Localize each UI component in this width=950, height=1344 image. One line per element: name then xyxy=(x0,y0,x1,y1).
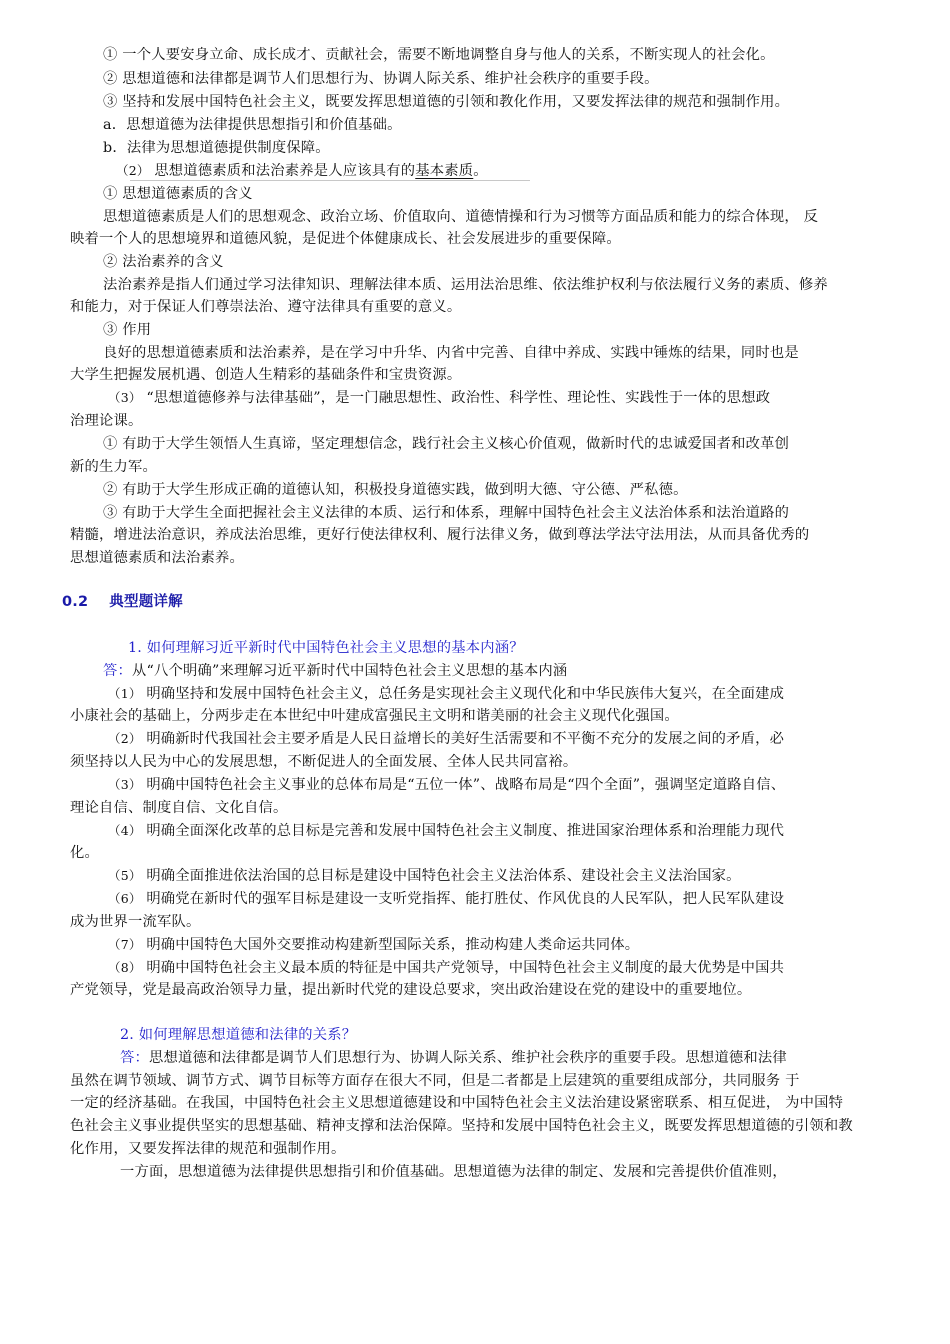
section-title: 典型题详解 xyxy=(109,594,183,610)
item-text: 明确全面深化改革的总目标是完善和发展中国特色社会主义制度、推进国家治理体系和治理能力现代 xyxy=(146,823,785,839)
item-number: （5） xyxy=(108,868,142,883)
underlined-term: 基本素质 xyxy=(415,163,474,179)
text-line: 思想道德素质和法治素养。 xyxy=(70,550,244,566)
answer-1-intro xyxy=(103,660,567,682)
text-line: b．法律为思想道德提供制度保障。 xyxy=(103,140,330,156)
subsection-number: （3） xyxy=(108,390,142,405)
section-heading xyxy=(62,591,183,613)
text-line: ① 有助于大学生领悟人生真谛，坚定理想信念，践行社会主义核心价值观，做新时代的忠诚爱国者和改革创 xyxy=(103,436,790,452)
item-text: 明确中国特色社会主义事业的总体布局是“五位一体”、战略布局是“四个全面”，强调坚定道路自信、 xyxy=(146,777,786,793)
text-line: 大学生把握发展机遇、创造人生精彩的基础条件和宝贵资源。 xyxy=(70,367,462,383)
list-item xyxy=(108,865,741,887)
text-fragment: “思想道德修养与法律基础”，是一门融思想性、政治性、科学性、理论性、实践性于一体的思想政 xyxy=(146,390,771,406)
text-line: 色社会主义事业提供坚实的思想基础、精神支撑和法治保障。坚持和发展中国特色社会主义，既要发挥思想道德的引领和教 xyxy=(70,1118,853,1134)
text-line: 法治素养是指人们通过学习法律知识、理解法律本质、运用法治思维、依法维护权利与依法履行义务的素质、修养 xyxy=(103,277,828,293)
text-line: ① 思想道德素质的含义 xyxy=(103,186,253,202)
list-item xyxy=(108,820,784,842)
list-item-continuation: 小康社会的基础上，分两步走在本世纪中叶建成富强民主文明和谐美丽的社会主义现代化强国。 xyxy=(70,708,679,724)
text-line: 治理论课。 xyxy=(70,413,143,429)
text-line: 虽然在调节领域、调节方式、调节目标等方面存在很大不同，但是二者都是上层建筑的重要组成部分，共同服务 于 xyxy=(70,1073,800,1089)
item-text: 明确全面推进依法治国的总目标是建设中国特色社会主义法治体系、建设社会主义法治国家。 xyxy=(146,868,741,884)
item-text: 明确党在新时代的强军目标是建设一支听党指挥、能打胜仗、作风优良的人民军队，把人民军队建设 xyxy=(146,891,785,907)
divider-line xyxy=(130,180,530,181)
text-line: a．思想道德为法律提供思想指引和价值基础。 xyxy=(103,117,402,133)
question-1: 1. 如何理解习近平新时代中国特色社会主义思想的基本内涵？ xyxy=(128,640,524,656)
item-text: 明确中国特色大国外交要推动构建新型国际关系，推动构建人类命运共同体。 xyxy=(146,937,640,953)
text-line: 良好的思想道德素质和法治素养，是在学习中升华、内省中完善、自律中养成、实践中锤炼的结果，同时也是 xyxy=(103,345,799,361)
item-text: 明确坚持和发展中国特色社会主义，总任务是实现社会主义现代化和中华民族伟大复兴，在全面建成 xyxy=(146,686,785,702)
item-text: 明确新时代我国社会主要矛盾是人民日益增长的美好生活需要和不平衡不充分的发展之间的矛盾，必 xyxy=(146,731,785,747)
list-item xyxy=(108,774,785,796)
list-item-continuation: 产党领导，党是最高政治领导力量，提出新时代党的建设总要求，突出政治建设在党的建设中的重要地位。 xyxy=(70,982,752,998)
list-item xyxy=(108,888,784,910)
text-line: 映着一个人的思想境界和道德风貌，是促进个体健康成长、社会发展进步的重要保障。 xyxy=(70,231,621,247)
question-2: 2. 如何理解思想道德和法律的关系？ xyxy=(120,1027,357,1043)
list-item xyxy=(108,683,784,705)
item-number: （8） xyxy=(108,960,142,975)
list-item xyxy=(108,728,784,750)
list-item-continuation: 化。 xyxy=(70,845,99,861)
item-number: （1） xyxy=(108,686,142,701)
text-line: 一定的经济基础。在我国，中国特色社会主义思想道德建设和中国特色社会主义法治建设紧密联系、相互促进， 为中国特 xyxy=(70,1095,844,1111)
text-line: ② 法治素养的含义 xyxy=(103,254,224,270)
answer-label: 答： xyxy=(120,1050,149,1066)
text-line: ③ 坚持和发展中国特色社会主义，既要发挥思想道德的引领和教化作用，又要发挥法律的规范和强制作用。 xyxy=(103,94,790,110)
text-line: ③ 作用 xyxy=(103,322,152,338)
text-fragment: 从“八个明确”来理解习近平新时代中国特色社会主义思想的基本内涵 xyxy=(132,663,568,679)
answer-2-first-line xyxy=(120,1047,787,1069)
subsection-3-line xyxy=(108,387,770,409)
text-line: 精髓，增进法治意识，养成法治思维，更好行使法律权利、履行法律义务，做到尊法学法守法用法，从而具备优秀的 xyxy=(70,527,810,543)
text-fragment: 思想道德素质和法治素养是人应该具有的 xyxy=(154,163,416,179)
section-number: 0.2 xyxy=(62,594,89,610)
text-line: 一方面，思想道德为法律提供思想指引和价值基础。思想道德为法律的制定、发展和完善提供价值准则， xyxy=(120,1164,787,1180)
item-number: （3） xyxy=(108,777,142,792)
list-item-continuation: 须坚持以人民为中心的发展思想，不断促进人的全面发展、全体人民共同富裕。 xyxy=(70,754,578,770)
text-fragment: 。 xyxy=(473,163,488,179)
answer-label: 答： xyxy=(103,663,132,679)
subsection-2-line xyxy=(116,160,488,182)
text-line: 新的生力军。 xyxy=(70,459,157,475)
list-item xyxy=(108,957,784,979)
item-text: 明确中国特色社会主义最本质的特征是中国共产党领导，中国特色社会主义制度的最大优势是中国共 xyxy=(146,960,785,976)
text-line: 和能力，对于保证人们尊崇法治、遵守法律具有重要的意义。 xyxy=(70,299,462,315)
list-item xyxy=(108,934,639,956)
text-line: 化作用，又要发挥法律的规范和强制作用。 xyxy=(70,1141,346,1157)
list-item-continuation: 理论自信、制度自信、文化自信。 xyxy=(70,800,288,816)
text-fragment: 思想道德和法律都是调节人们思想行为、协调人际关系、维护社会秩序的重要手段。思想道德和法律 xyxy=(149,1050,787,1066)
item-number: （4） xyxy=(108,823,142,838)
text-line: ① 一个人要安身立命、成长成才、贡献社会，需要不断地调整自身与他人的关系，不断实现人的社会化。 xyxy=(103,47,775,63)
text-line: 思想道德素质是人们的思想观念、政治立场、价值取向、道德情操和行为习惯等方面品质和能力的综合体现， 反 xyxy=(103,209,819,225)
item-number: （2） xyxy=(108,731,142,746)
item-number: （7） xyxy=(108,937,142,952)
subsection-number: （2） xyxy=(116,163,150,178)
text-line: ③ 有助于大学生全面把握社会主义法律的本质、运行和体系，理解中国特色社会主义法治体系和法治道路的 xyxy=(103,505,790,521)
text-line: ② 思想道德和法律都是调节人们思想行为、协调人际关系、维护社会秩序的重要手段。 xyxy=(103,71,659,87)
text-line: ② 有助于大学生形成正确的道德认知，积极投身道德实践，做到明大德、守公德、严私德。 xyxy=(103,482,688,498)
item-number: （6） xyxy=(108,891,142,906)
list-item-continuation: 成为世界一流军队。 xyxy=(70,914,201,930)
